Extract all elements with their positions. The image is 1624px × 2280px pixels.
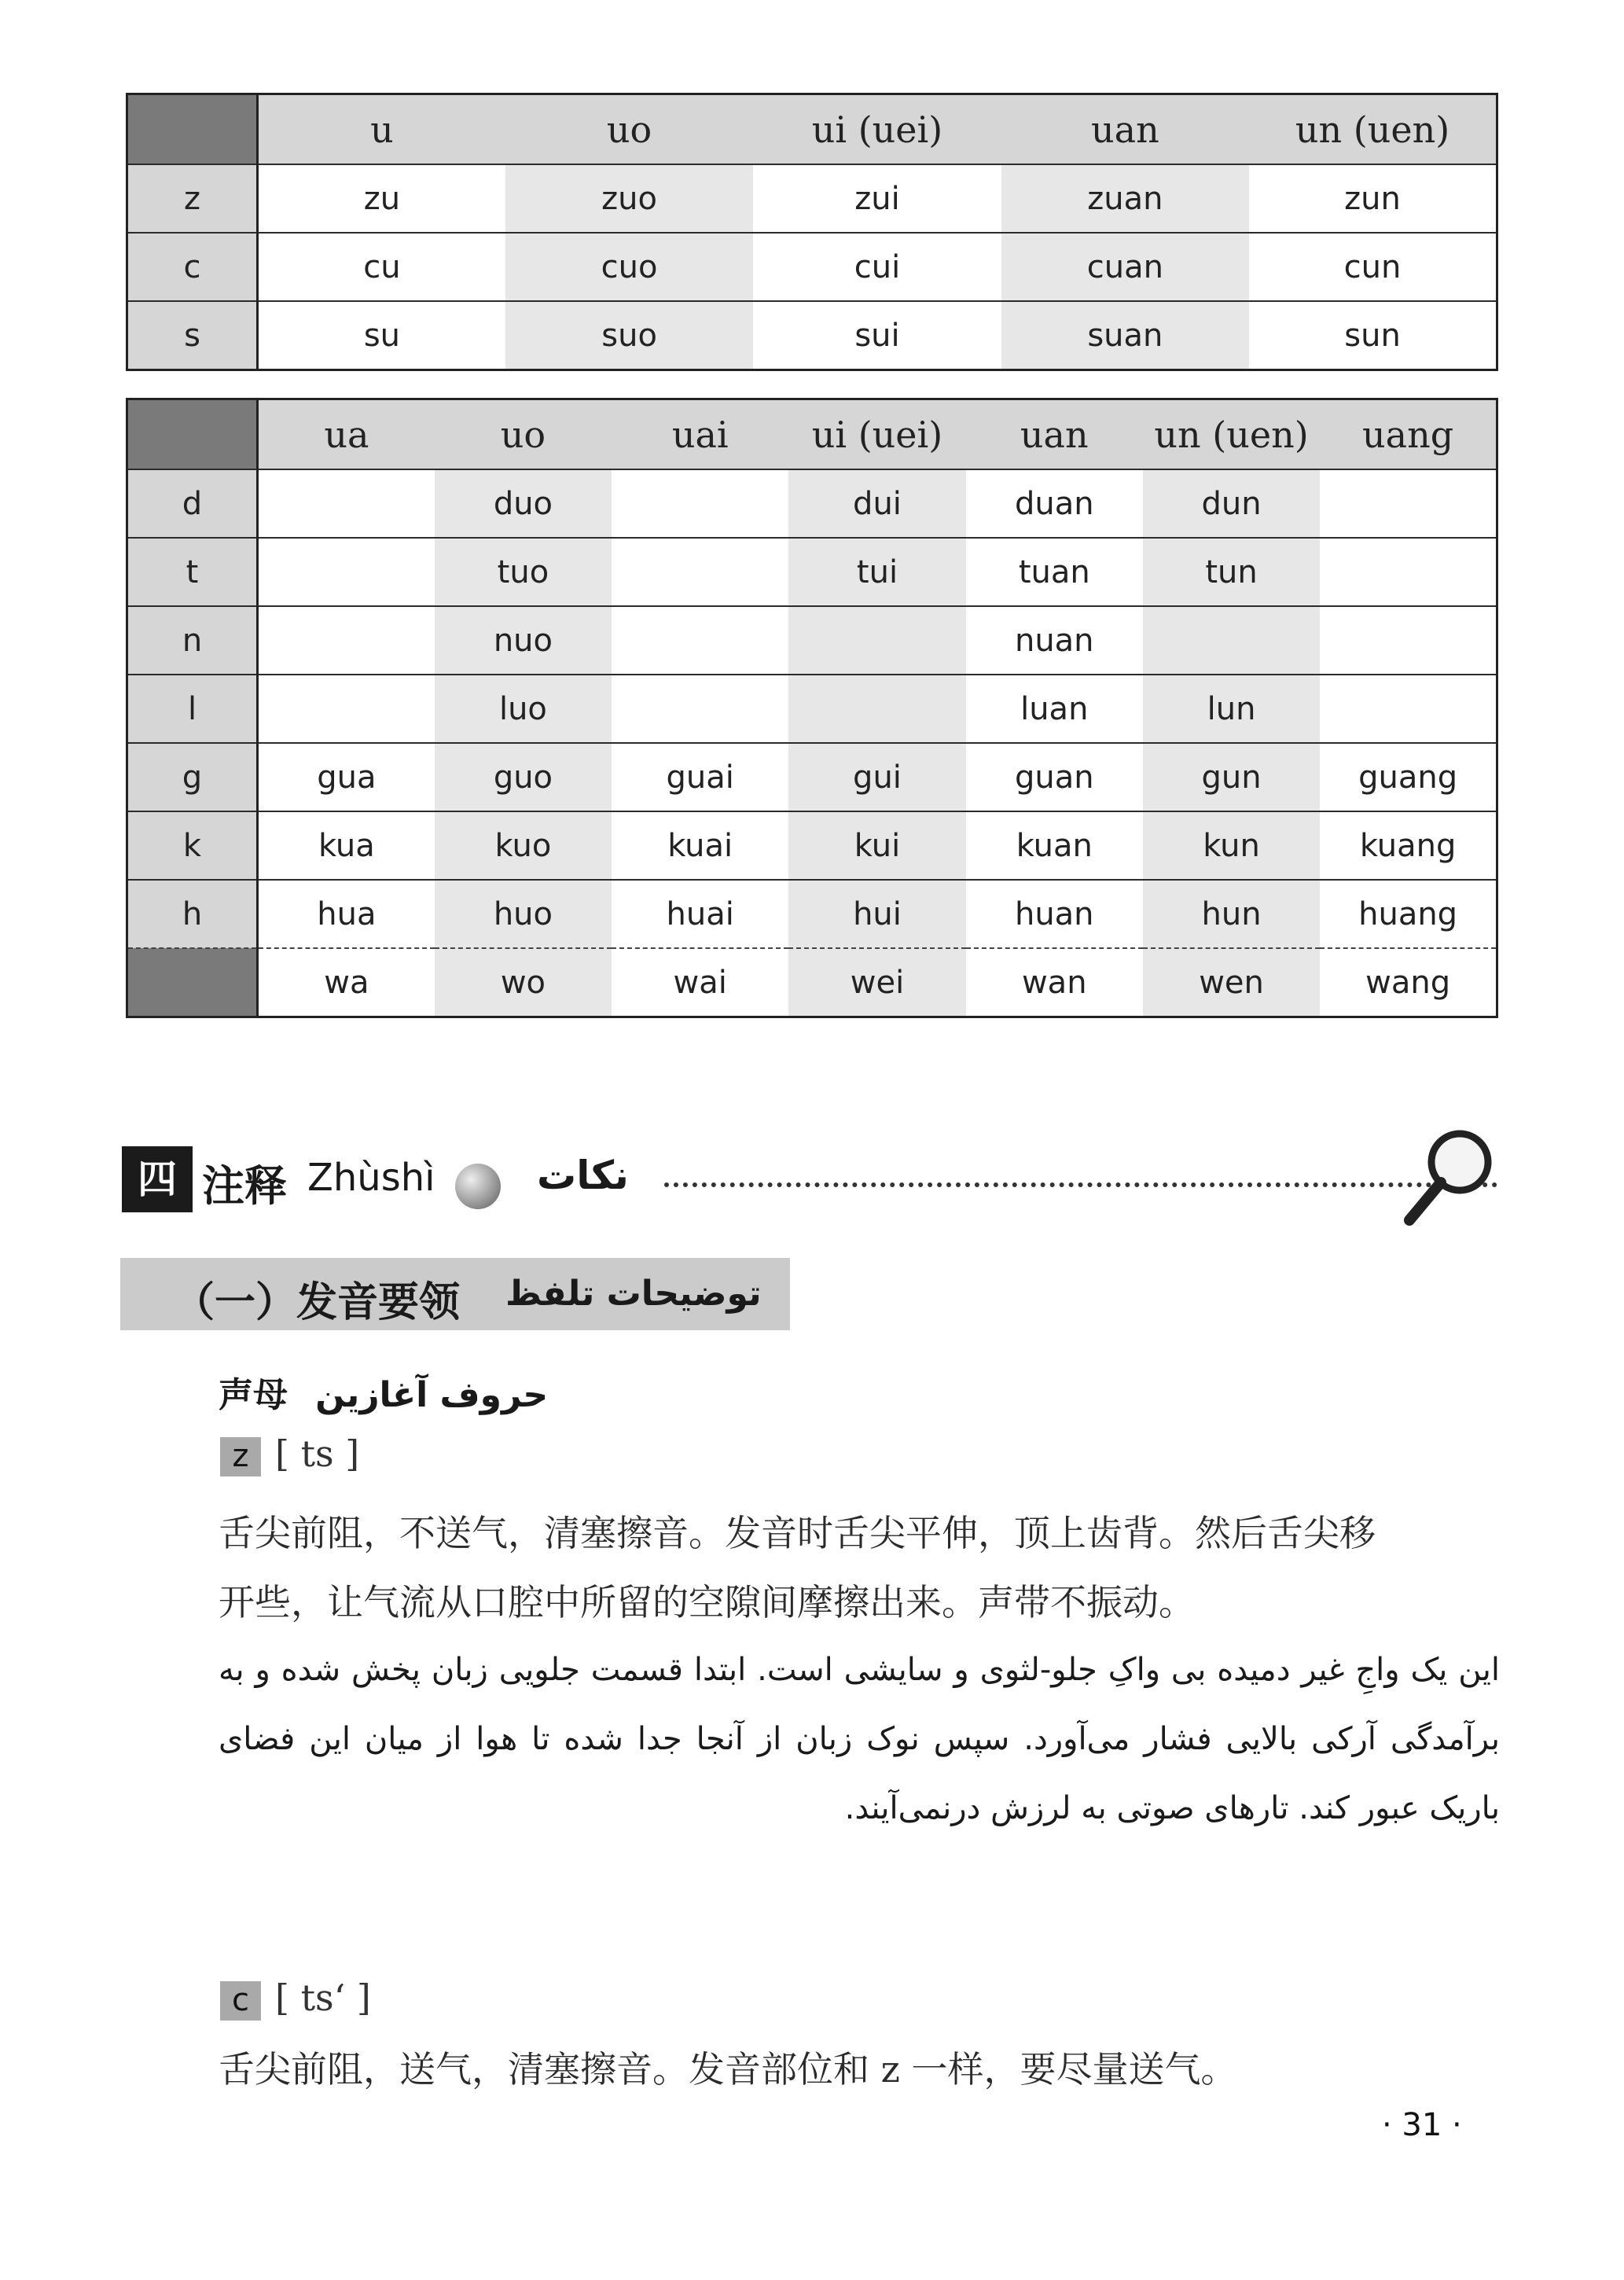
syllable-cell: kuo (435, 811, 612, 880)
ipa-transcription: [ tsʻ ] (275, 1977, 371, 2019)
syllable-cell: zu (258, 164, 505, 233)
initial-letter-box: z (220, 1437, 261, 1476)
syllable-cell: gui (788, 743, 965, 811)
syllable-cell (1143, 606, 1320, 675)
syllable-cell (612, 606, 788, 675)
final-header-cell: uang (1320, 399, 1497, 470)
table-header-row (127, 399, 1497, 470)
section-title-zh: （一）发音要领 (174, 1278, 461, 1326)
syllable-cell (612, 469, 788, 538)
table-row (127, 948, 1497, 1017)
syllable-cell (612, 675, 788, 743)
final-header-cell: ua (258, 399, 435, 470)
syllable-cell: sui (753, 301, 1001, 370)
syllable-cell: gun (1143, 743, 1320, 811)
table-corner-cell (127, 399, 258, 470)
final-header-cell: ui (uei) (788, 399, 965, 470)
syllable-cell: kuan (966, 811, 1143, 880)
z-description-zh (219, 1499, 1508, 1637)
syllable-cell: huai (612, 880, 788, 948)
syllable-cell: wang (1320, 948, 1497, 1017)
initial-row-header: d (127, 469, 258, 538)
syllable-cell (258, 606, 435, 675)
page-number: · 31 · (1382, 2107, 1462, 2143)
syllable-cell: kuai (612, 811, 788, 880)
initial-c-label (220, 1977, 371, 2021)
syllable-cell (258, 538, 435, 606)
syllable-cell: wan (966, 948, 1143, 1017)
initial-row-header: c (127, 233, 258, 301)
syllable-cell: kui (788, 811, 965, 880)
table-row (127, 538, 1497, 606)
final-header-cell: uan (966, 399, 1143, 470)
table-row (127, 301, 1497, 370)
final-header-cell: uo (435, 399, 612, 470)
syllable-cell: huo (435, 880, 612, 948)
c-description-zh: 舌尖前阻，送气，清塞擦音。发音部位和 z 一样，要尽量送气。 (219, 2048, 1237, 2091)
table-header-row (127, 94, 1497, 165)
syllable-cell: wa (258, 948, 435, 1017)
table-corner-cell (127, 94, 258, 165)
initials-heading (219, 1366, 548, 1417)
syllable-cell: tui (788, 538, 965, 606)
initial-row-header: n (127, 606, 258, 675)
syllable-cell (612, 538, 788, 606)
syllable-cell: duo (435, 469, 612, 538)
table-row (127, 469, 1497, 538)
notes-title-zh: 注释 (202, 1160, 287, 1211)
initial-row-header (127, 948, 258, 1017)
syllable-cell: cui (753, 233, 1001, 301)
syllable-cell: zui (753, 164, 1001, 233)
syllable-cell: tuo (435, 538, 612, 606)
syllable-cell: sun (1249, 301, 1497, 370)
initial-row-header: z (127, 164, 258, 233)
notes-section-header (122, 1132, 1505, 1226)
syllable-cell: kua (258, 811, 435, 880)
z-description-line: 开些，让气流从口腔中所留的空隙间摩擦出来。声带不振动。 (219, 1581, 1195, 1624)
syllable-cell: tuan (966, 538, 1143, 606)
syllable-cell: luo (435, 675, 612, 743)
syllable-cell: lun (1143, 675, 1320, 743)
initials-title-fa: حروف آغازین (315, 1375, 549, 1415)
syllable-cell: nuan (966, 606, 1143, 675)
syllable-cell (788, 675, 965, 743)
table-row (127, 233, 1497, 301)
syllable-cell: guang (1320, 743, 1497, 811)
syllable-cell: hua (258, 880, 435, 948)
syllable-cell (1320, 538, 1497, 606)
initial-z-label (220, 1432, 359, 1476)
z-description-line: 舌尖前阻，不送气，清塞擦音。发音时舌尖平伸，顶上齿背。然后舌尖移 (219, 1512, 1376, 1554)
syllable-cell (258, 675, 435, 743)
syllable-cell (1320, 469, 1497, 538)
syllable-cell: suan (1001, 301, 1249, 370)
initial-row-header: t (127, 538, 258, 606)
syllable-cell: hun (1143, 880, 1320, 948)
syllable-cell: zuo (505, 164, 753, 233)
ipa-transcription: [ ts ] (275, 1432, 360, 1475)
syllable-cell (788, 606, 965, 675)
table-row (127, 811, 1497, 880)
table-row (127, 164, 1497, 233)
syllable-cell: tun (1143, 538, 1320, 606)
syllable-cell (258, 469, 435, 538)
syllable-cell: cuo (505, 233, 753, 301)
initial-row-header: s (127, 301, 258, 370)
pronunciation-guide-bar (120, 1258, 790, 1330)
final-header-cell: uo (505, 94, 753, 165)
dotted-leader-line (664, 1182, 1497, 1187)
table-row (127, 743, 1497, 811)
syllable-cell: guo (435, 743, 612, 811)
syllable-cell: wai (612, 948, 788, 1017)
syllable-cell: wen (1143, 948, 1320, 1017)
syllable-cell: wei (788, 948, 965, 1017)
notes-title-pinyin: Zhùshì (307, 1156, 435, 1200)
syllable-cell: dun (1143, 469, 1320, 538)
syllable-cell: dui (788, 469, 965, 538)
syllable-cell: guai (612, 743, 788, 811)
syllable-cell: guan (966, 743, 1143, 811)
table-row (127, 880, 1497, 948)
final-header-cell: u (258, 94, 505, 165)
syllable-cell: luan (966, 675, 1143, 743)
syllable-cell: huang (1320, 880, 1497, 948)
syllable-cell: suo (505, 301, 753, 370)
syllable-cell: su (258, 301, 505, 370)
syllable-cell: nuo (435, 606, 612, 675)
final-header-cell: un (uen) (1249, 94, 1497, 165)
z-description-fa: این یک واجِ غیر دمیده بی واکِ جلو-لثوی و سایشی است. ابتدا قسمت جلویی زبان پخش شده و به برآمدگی آرکی بالایی فشار می‌آورد. سپس نوک زبان از آنجا جدا شده تا هوا از میان این فضای باریک عبور کند. تارهای صوتی به لرزش درنمی‌آیند. (219, 1652, 1500, 1826)
pinyin-table-dtnlgkh (126, 398, 1498, 1018)
section-number-badge: 四 (122, 1146, 193, 1212)
syllable-cell: wo (435, 948, 612, 1017)
notes-title-fa: نکات (537, 1153, 629, 1198)
initial-row-header: k (127, 811, 258, 880)
syllable-cell: hui (788, 880, 965, 948)
final-header-cell: un (uen) (1143, 399, 1320, 470)
syllable-cell (1320, 606, 1497, 675)
syllable-cell: kun (1143, 811, 1320, 880)
initial-letter-box: c (220, 1981, 261, 2021)
magnifier-icon (1395, 1116, 1505, 1234)
initial-row-header: l (127, 675, 258, 743)
syllable-cell (1320, 675, 1497, 743)
syllable-cell: kuang (1320, 811, 1497, 880)
syllable-cell: cuan (1001, 233, 1249, 301)
table-row (127, 675, 1497, 743)
bullet-circle-icon (455, 1164, 501, 1209)
pinyin-table-zcs (126, 93, 1498, 371)
syllable-cell: duan (966, 469, 1143, 538)
syllable-cell: cun (1249, 233, 1497, 301)
syllable-cell: zuan (1001, 164, 1249, 233)
syllable-cell: cu (258, 233, 505, 301)
final-header-cell: uan (1001, 94, 1249, 165)
syllable-cell: zun (1249, 164, 1497, 233)
section-title-fa: توضیحات تلفظ (505, 1274, 762, 1314)
initial-row-header: h (127, 880, 258, 948)
final-header-cell: ui (uei) (753, 94, 1001, 165)
syllable-cell: gua (258, 743, 435, 811)
final-header-cell: uai (612, 399, 788, 470)
table-row (127, 606, 1497, 675)
initial-row-header: g (127, 743, 258, 811)
syllable-cell: huan (966, 880, 1143, 948)
initials-title-zh: 声母 (219, 1375, 288, 1415)
